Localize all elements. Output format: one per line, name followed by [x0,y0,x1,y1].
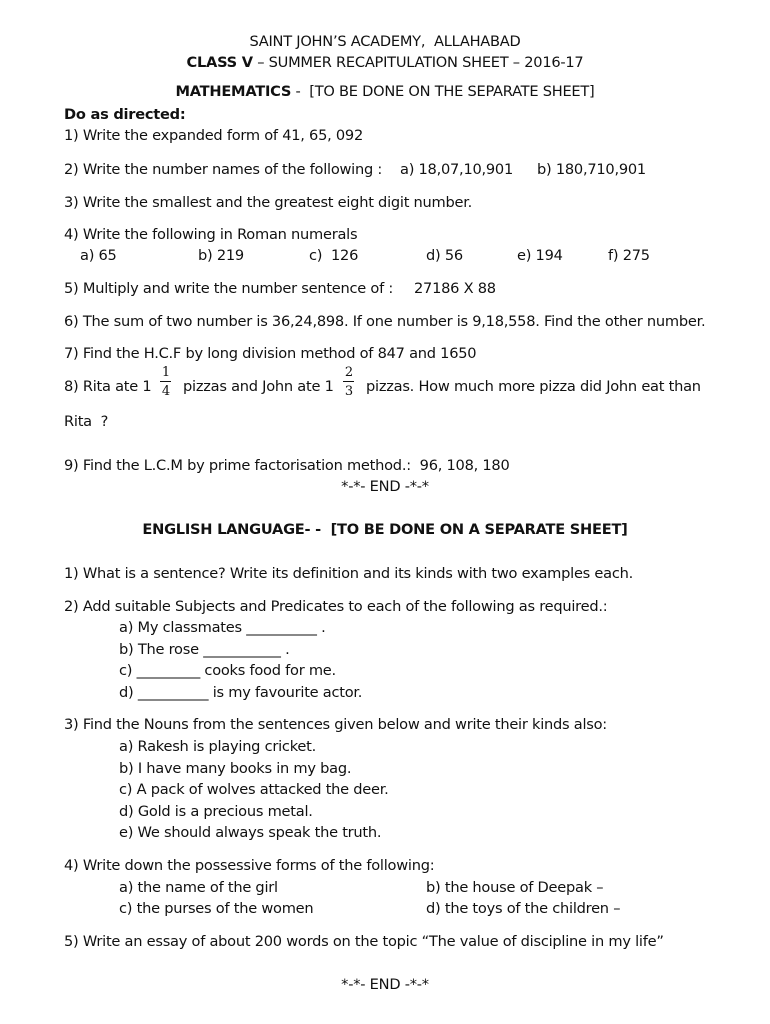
english-question-5: 5) Write an essay of about 200 words on the topic “The value of discipline in my life” [64,933,664,950]
math-instruction-note: - [TO BE DONE ON THE SEPARATE SHEET] [291,83,595,100]
fraction-1-bar [160,381,171,382]
class-label: CLASS V [186,54,253,71]
english-end-marker: *-*- END -*-* [341,976,429,993]
english-q3-item-d: d) Gold is a precious metal. [119,803,313,820]
math-question-7: 7) Find the H.C.F by long division method of 847 and 1650 [64,345,477,362]
fraction-2-denominator: 3 [344,384,354,399]
fraction-2-numerator: 2 [344,365,354,380]
math-question-2-option-a: a) 18,07,10,901 [400,161,514,178]
english-q4-item-d: d) the toys of the children – [426,900,621,917]
roman-option-c: c) 126 [309,247,359,264]
math-instruction: Do as directed: [64,106,186,123]
fraction-1-numerator: 1 [161,365,171,380]
math-question-9: 9) Find the L.C.M by prime factorisation method.: 96, 108, 180 [64,457,510,474]
math-question-6: 6) The sum of two number is 36,24,898. If one number is 9,18,558. Find the other number. [64,313,706,330]
english-q3-item-b: b) I have many books in my bag. [119,760,352,777]
english-question-1: 1) What is a sentence? Write its definition and its kinds with two examples each. [64,565,634,582]
class-title [0,53,770,73]
roman-option-f: f) 275 [608,247,650,264]
math-question-2: 2) Write the number names of the following : [64,161,383,178]
math-question-2-option-b: b) 180,710,901 [537,161,646,178]
roman-option-e: e) 194 [517,247,563,264]
math-question-8-line2: Rita ? [64,413,109,430]
english-question-3: 3) Find the Nouns from the sentences given below and write their kinds also: [64,716,607,733]
roman-option-a: a) 65 [80,247,117,264]
math-question-5: 5) Multiply and write the number sentence of : [64,280,394,297]
math-heading [0,82,770,102]
english-heading: ENGLISH LANGUAGE- - [TO BE DONE ON A SEPARATE SHEET] [142,521,628,538]
english-q2-item-b: b) The rose ___________ . [119,641,290,658]
multiplication-expression: 27186 X 88 [414,280,496,297]
english-q3-item-e: e) We should always speak the truth. [119,824,382,841]
math-question-8-part3: pizzas. How much more pizza did John eat than [366,378,701,395]
fraction-1-denominator: 4 [161,384,171,399]
english-q2-item-c: c) _________ cooks food for me. [119,662,336,679]
math-question-4: 4) Write the following in Roman numerals [64,226,358,243]
english-q4-item-c: c) the purses of the women [119,900,314,917]
roman-option-d: d) 56 [426,247,463,264]
math-end-marker: *-*- END -*-* [341,478,429,495]
math-subject: MATHEMATICS [175,83,292,100]
english-q4-item-a: a) the name of the girl [119,879,278,896]
school-name: SAINT JOHN’S ACADEMY, ALLAHABAD [249,33,521,50]
english-q3-item-a: a) Rakesh is playing cricket. [119,738,316,755]
english-q2-item-d: d) __________ is my favourite actor. [119,684,363,701]
english-question-2: 2) Add suitable Subjects and Predicates to each of the following as required.: [64,598,608,615]
english-q2-item-a: a) My classmates __________ . [119,619,326,636]
english-question-4: 4) Write down the possessive forms of the following: [64,857,435,874]
fraction-2-bar [343,381,354,382]
math-question-1: 1) Write the expanded form of 41, 65, 092 [64,127,364,144]
sheet-title: – SUMMER RECAPITULATION SHEET – 2016-17 [252,54,584,71]
english-q3-item-c: c) A pack of wolves attacked the deer. [119,781,389,798]
roman-option-b: b) 219 [198,247,244,264]
math-question-8-part1: 8) Rita ate 1 [64,378,152,395]
english-q4-item-b: b) the house of Deepak – [426,879,604,896]
math-question-8-part2: pizzas and John ate 1 [183,378,334,395]
math-question-3: 3) Write the smallest and the greatest eight digit number. [64,194,473,211]
